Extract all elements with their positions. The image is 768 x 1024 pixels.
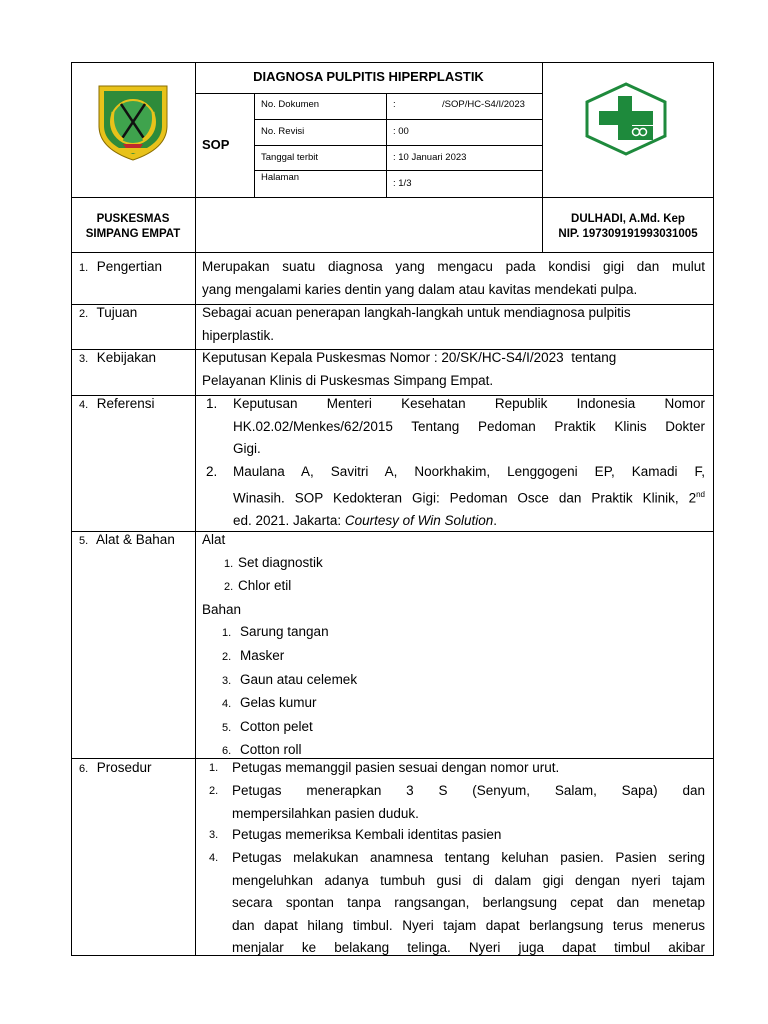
item-number: 1.	[222, 627, 232, 640]
procedure-step-number: 4.	[209, 852, 219, 864]
content-line: Keputusan Kepala Puskesmas Nomor : 20/SK/HC-S4/I/2023 tentang	[202, 350, 617, 365]
procedure-line: Petugas melakukan anamnesa tentang keluhan pasien. Pasien sering	[232, 850, 705, 865]
section-number: 5.	[79, 535, 89, 547]
procedure-step-number: 2.	[209, 785, 219, 797]
section-content-pengertian	[202, 256, 705, 301]
procedure-step-3	[232, 824, 705, 847]
section-label-referensi	[79, 393, 155, 417]
content-line: yang mengalami karies dentin yang dalam atau kavitas mendekati pulpa.	[202, 281, 638, 297]
signatory-nip: NIP. 197309191993031005	[558, 228, 698, 240]
section-label-tujuan	[79, 302, 137, 326]
meta-label-tanggal: Tanggal terbit	[261, 152, 319, 163]
reference-line: Gigi.	[233, 441, 261, 457]
section-number: 4.	[79, 399, 89, 411]
section-label: Referensi	[96, 396, 155, 411]
item-text: Sarung tangan	[240, 624, 329, 640]
item-number: 2.	[224, 581, 234, 594]
section-content-tujuan	[202, 302, 705, 347]
alat-item	[202, 575, 705, 599]
procedure-line: Petugas memanggil pasien sesuai dengan nomor urut.	[232, 760, 560, 775]
reference-text: Winasih. SOP Kedokteran Gigi: Pedoman Osce dan Praktik Klinik, 2	[233, 490, 697, 506]
sop-label: SOP	[202, 137, 230, 152]
meta-value-tanggal: : 10 Januari 2023	[393, 152, 467, 163]
item-text: Masker	[240, 647, 285, 663]
section-number: 3.	[79, 353, 89, 365]
org-line-2: SIMPANG EMPAT	[85, 228, 181, 240]
bahan-title: Bahan	[202, 601, 242, 617]
section-label-prosedur	[79, 757, 152, 781]
procedure-step-number: 3.	[209, 829, 219, 841]
item-text: Chlor etil	[238, 578, 292, 594]
meta-value-halaman: : 1/3	[393, 178, 412, 189]
bahan-item	[202, 692, 705, 716]
procedure-step-2	[232, 780, 705, 825]
meta-label-no-revisi: No. Revisi	[261, 126, 305, 137]
item-number: 2.	[222, 650, 232, 663]
reference-text: .	[493, 512, 498, 528]
org-line-1: PUSKESMAS	[96, 213, 170, 225]
alat-item	[202, 552, 705, 576]
reference-2-number: 2.	[206, 464, 218, 479]
procedure-step-4	[232, 847, 705, 960]
section-label: Kebijakan	[96, 350, 157, 365]
section-number: 6.	[79, 763, 89, 775]
bahan-item	[202, 645, 705, 669]
bahan-item	[202, 669, 705, 693]
meta-label-no-dokumen: No. Dokumen	[261, 99, 320, 110]
ordinal-superscript: nd	[696, 489, 705, 499]
section-label-pengertian	[79, 256, 162, 280]
puskesmas-cross-icon	[585, 82, 667, 156]
content-line: Pelayanan Klinis di Puskesmas Simpang Empat.	[202, 372, 494, 388]
section-label: Pengertian	[96, 259, 163, 274]
bahan-item	[202, 621, 705, 645]
section-number: 1.	[79, 262, 89, 274]
meta-label-halaman: Halaman	[261, 172, 300, 183]
reference-1-number: 1.	[206, 396, 218, 411]
item-text: Gelas kumur	[240, 695, 317, 711]
document-title: DIAGNOSA PULPITIS HIPERPLASTIK	[253, 69, 484, 84]
procedure-line: secara spontan tanpa rangsangan, berlangsung cepat dan menetap	[232, 895, 705, 911]
item-text: Gaun atau celemek	[240, 671, 358, 687]
procedure-step-1	[232, 757, 705, 780]
section-label: Prosedur	[96, 760, 152, 775]
reference-line	[233, 484, 705, 510]
item-text: Cotton roll	[240, 742, 302, 758]
content-line: hiperplastik.	[202, 327, 275, 343]
procedure-line: dan dapat hilang timbul. Nyeri tajam dapat berlangsung terus menerus	[232, 917, 705, 933]
alat-title: Alat	[202, 532, 226, 547]
section-label: Tujuan	[96, 305, 138, 320]
regional-emblem-icon	[93, 82, 173, 162]
reference-publisher: Courtesy of Win Solution	[344, 512, 494, 528]
section-label-kebijakan	[79, 347, 156, 371]
content-line: Sebagai acuan penerapan langkah-langkah untuk mendiagnosa pulpitis	[202, 305, 631, 320]
content-line: Merupakan suatu diagnosa yang mengacu pada kondisi gigi dan mulut	[202, 259, 705, 274]
signatory-name: DULHADI, A.Md. Kep	[571, 213, 685, 225]
procedure-line: Petugas memeriksa Kembali identitas pasien	[232, 827, 502, 842]
reference-1	[233, 393, 705, 461]
meta-colon-no-dokumen: :	[393, 99, 396, 110]
reference-2	[233, 461, 705, 532]
section-content-alat-bahan	[202, 529, 705, 763]
procedure-line: menjalar ke belakang telinga. Nyeri juga dapat timbul akibar	[232, 940, 705, 956]
signatory	[542, 212, 714, 242]
procedure-line: Petugas menerapkan 3 S (Senyum, Salam, Sapa) dan	[232, 783, 705, 798]
item-text: Cotton pelet	[240, 718, 313, 734]
item-number: 1.	[224, 557, 234, 570]
bahan-item	[202, 716, 705, 740]
section-label-alat-bahan	[79, 529, 175, 553]
section-number: 2.	[79, 308, 89, 320]
section-label: Alat & Bahan	[96, 532, 175, 547]
procedure-line: mengeluhkan adanya tumbuh gusi di dalam gigi dengan nyeri tajam	[232, 872, 705, 888]
reference-line: Keputusan Menteri Kesehatan Republik Indonesia Nomor	[233, 396, 705, 411]
procedure-line: mempersilahkan pasien duduk.	[232, 805, 419, 821]
item-number: 6.	[222, 745, 232, 758]
reference-text: ed. 2021. Jakarta:	[233, 512, 345, 528]
reference-line: Maulana A, Savitri A, Noorkhakim, Lenggogeni EP, Kamadi F,	[233, 464, 705, 479]
item-number: 5.	[222, 721, 232, 734]
meta-value-no-revisi: : 00	[393, 126, 409, 137]
procedure-step-number: 1.	[209, 762, 219, 774]
reference-line: HK.02.02/Menkes/62/2015 Tentang Pedoman Praktik Klinis Dokter	[233, 418, 705, 434]
org-name	[71, 212, 195, 242]
item-text: Set diagnostik	[238, 554, 323, 570]
item-number: 3.	[222, 674, 232, 687]
meta-value-no-dokumen: /SOP/HC-S4/I/2023	[442, 99, 525, 110]
item-number: 4.	[222, 698, 232, 711]
section-content-kebijakan	[202, 347, 705, 392]
